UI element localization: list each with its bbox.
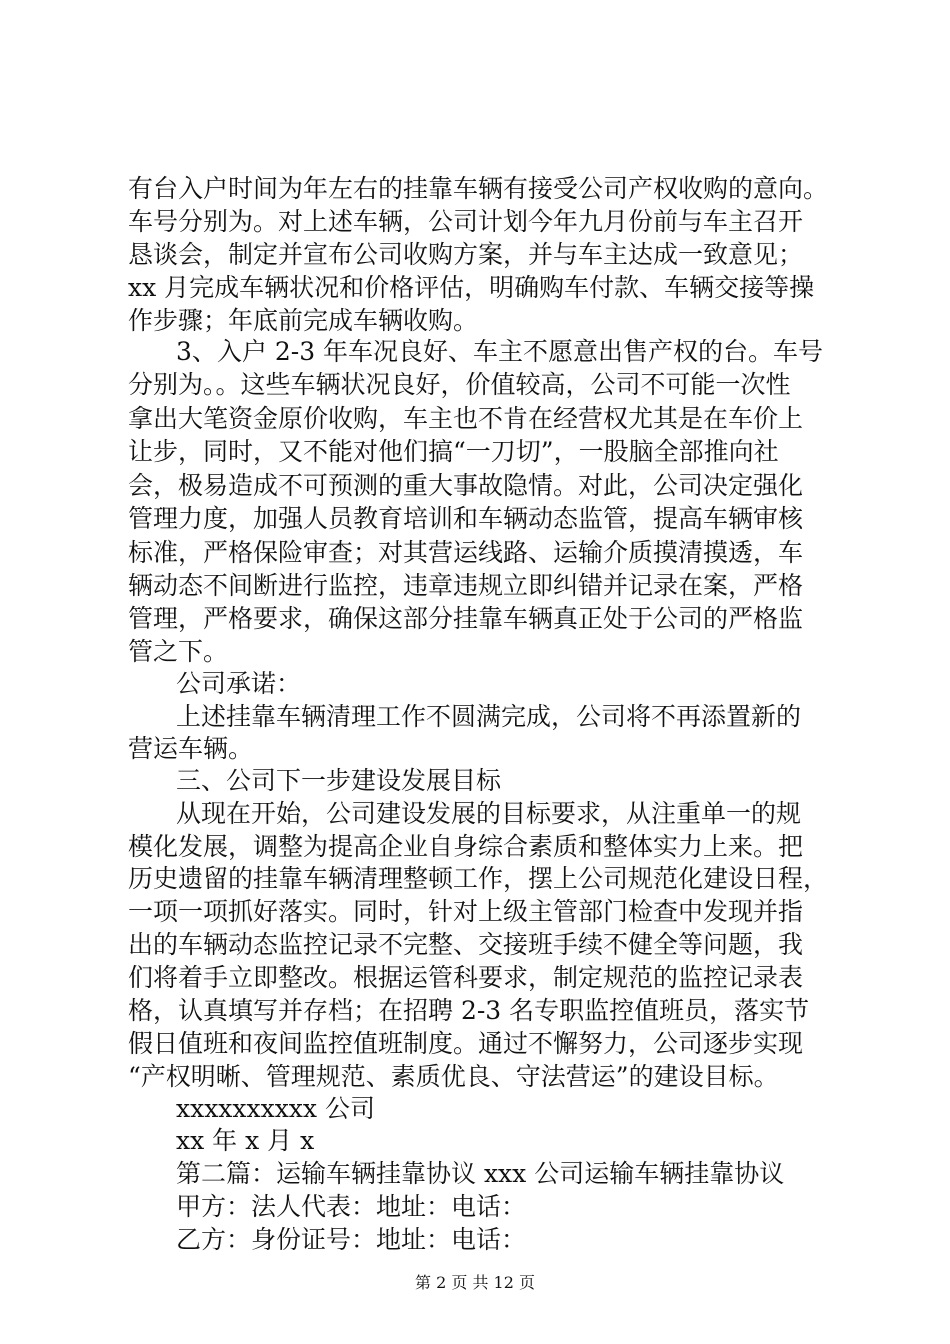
text-line: 分别为。。这些车辆状况良好，价值较高，公司不可能一次性 [128,370,791,399]
page-footer: 第 2 页 共 12 页 [415,1273,535,1292]
text-line: 模化发展，调整为提高企业自身综合素质和整体实力上来。把 [128,832,804,861]
text-line: 一项一项抓好落实。同时，针对上级主管部门检查中发现并指 [128,897,804,926]
text-line: xx 月完成车辆状况和价格评估，明确购车付款、车辆交接等操 [128,273,815,302]
chapter-title: 第二篇：运输车辆挂靠协议 xxx 公司运输车辆挂靠协议 [176,1159,785,1188]
text-line: 上述挂靠车辆清理工作不圆满完成，公司将不再添置新的 [176,702,802,731]
text-line: 出的车辆动态监控记录不完整、交接班手续不健全等问题，我 [128,930,804,959]
text-line: 从现在开始，公司建设发展的目标要求，从注重单一的规 [176,799,802,828]
text-line: 历史遗留的挂靠车辆清理整顿工作，摆上公司规范化建设日程， [128,864,829,893]
text-line: 标准，严格保险审查；对其营运线路、运输介质摸清摸透，车 [128,538,804,567]
text-line: 辆动态不间断进行监控，违章违规立即纠错并记录在案，严格 [128,571,804,600]
text-line: 格，认真填写并存档；在招聘 2-3 名专职监控值班员，落实节 [128,996,810,1025]
party-b-line: 乙方：身份证号：地址：电话： [176,1225,527,1254]
text-line: “产权明晰、管理规范、素质优良、守法营运”的建设目标。 [128,1062,779,1091]
text-line: 管理，严格要求，确保这部分挂靠车辆真正处于公司的严格监 [128,604,804,633]
text-line: 车号分别为。对上述车辆，公司计划今年九月份前与车主召开 [128,207,804,236]
text-line: 会，极易造成不可预测的重大事故隐情。对此，公司决定强化 [128,471,804,500]
text-line: 作步骤；年底前完成车辆收购。 [128,306,479,335]
section-heading: 三、公司下一步建设发展目标 [176,766,502,795]
text-line: 营运车辆。 [128,734,254,763]
party-a-line: 甲方：法人代表：地址：电话： [176,1192,527,1221]
text-line: 假日值班和夜间监控值班制度。通过不懈努力，公司逐步实现 [128,1029,804,1058]
text-line: 拿出大笔资金原价收购，车主也不肯在经营权尤其是在车价上 [128,404,804,433]
text-line: 公司承诺： [176,669,302,698]
text-line: 们将着手立即整改。根据运管科要求，制定规范的监控记录表 [128,963,804,992]
text-line: 有台入户时间为年左右的挂靠车辆有接受公司产权收购的意向。 [128,174,829,203]
text-line: 让步，同时，又不能对他们搞“一刀切”，一股脑全部推向社 [128,437,779,466]
text-line: 恳谈会，制定并宣布公司收购方案，并与车主达成一致意见； [128,240,804,269]
text-line: 3、入户 2-3 年车况良好、车主不愿意出售产权的台。车号 [176,337,824,366]
text-line: 管之下。 [128,637,229,666]
company-signature: xxxxxxxxxx 公司 [176,1094,375,1123]
date-line: xx 年 x 月 x [176,1126,315,1155]
text-line: 管理力度，加强人员教育培训和车辆动态监管，提高车辆审核 [128,504,804,533]
